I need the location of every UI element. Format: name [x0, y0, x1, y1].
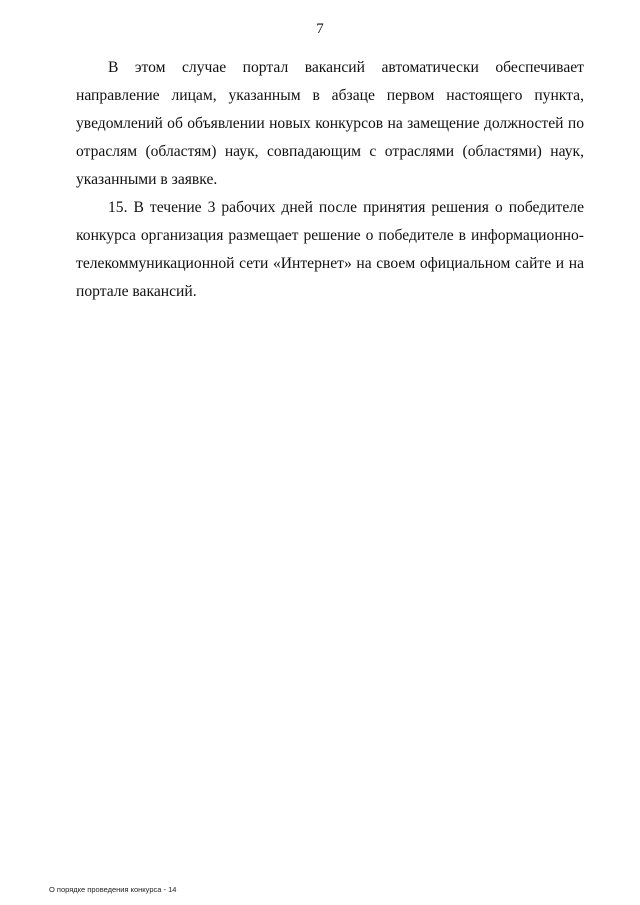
paragraph-15-winner-publication: 15. В течение 3 рабочих дней после принятия решения о победителе конкурса организация размещает решение о победителе в информационно-телекоммуникационной сети «Интернет» на своем официальном сайте и на портале вакансий. [76, 199, 584, 300]
paragraph-portal-notifications: В этом случае портал вакансий автоматически обеспечивает направление лицам, указанным в абзаце первом настоящего пункта, уведомлений об объявлении новых конкурсов на замещение должностей по отраслям (областям) наук, совпадающим с отраслями (областями) наук, указанными в заявке. [76, 59, 584, 188]
document-body [76, 54, 584, 306]
page-number: 7 [316, 21, 324, 37]
document-footer: О порядке проведения конкурса - 14 [49, 885, 177, 894]
